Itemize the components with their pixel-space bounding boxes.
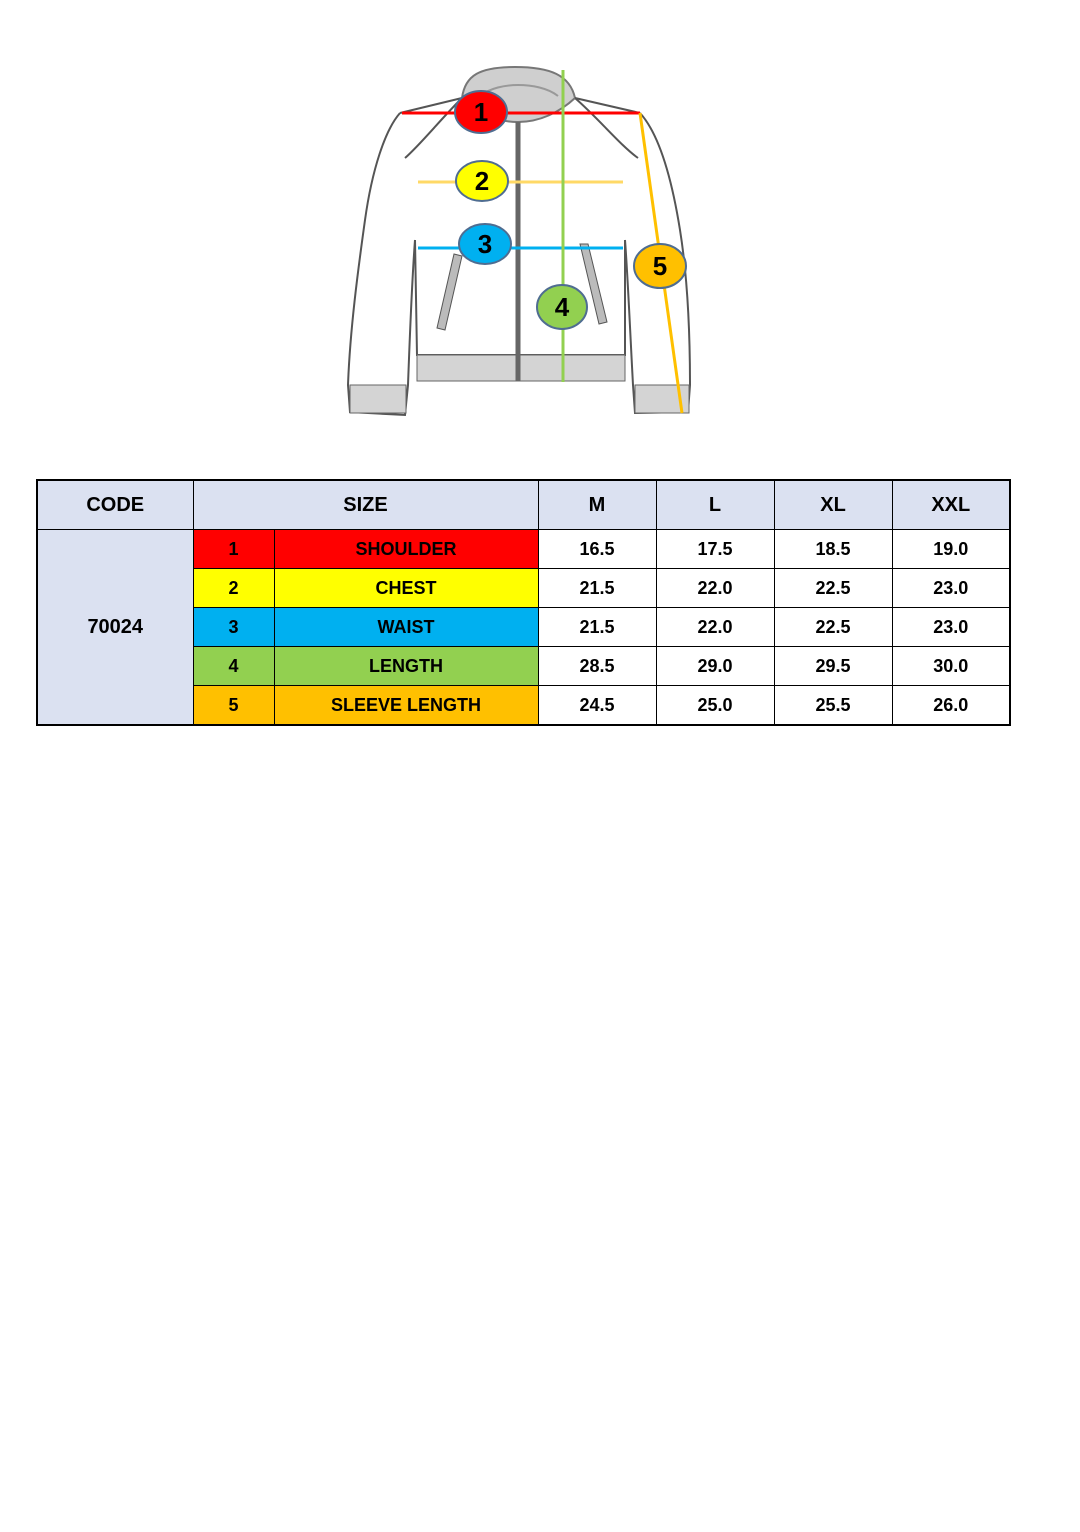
measurement-label: SLEEVE LENGTH xyxy=(274,686,538,726)
measurement-label: SHOULDER xyxy=(274,530,538,569)
header-size-m: M xyxy=(538,480,656,530)
product-code: 70024 xyxy=(37,530,193,726)
value-cell: 24.5 xyxy=(538,686,656,726)
measurement-label: WAIST xyxy=(274,608,538,647)
value-cell: 25.5 xyxy=(774,686,892,726)
header-size-l: L xyxy=(656,480,774,530)
measurement-label: CHEST xyxy=(274,569,538,608)
svg-text:2: 2 xyxy=(474,166,490,196)
value-cell: 23.0 xyxy=(892,569,1010,608)
value-cell: 29.0 xyxy=(656,647,774,686)
row-number: 1 xyxy=(193,530,274,569)
value-cell: 22.5 xyxy=(774,569,892,608)
marker-4 xyxy=(537,285,587,329)
measurement-label: LENGTH xyxy=(274,647,538,686)
header-code: CODE xyxy=(37,480,193,530)
value-cell: 21.5 xyxy=(538,569,656,608)
value-cell: 30.0 xyxy=(892,647,1010,686)
size-chart-table xyxy=(36,479,1011,726)
svg-text:4: 4 xyxy=(554,292,570,322)
value-cell: 25.0 xyxy=(656,686,774,726)
header-size: SIZE xyxy=(193,480,538,530)
table-header-row xyxy=(37,480,1010,530)
marker-3 xyxy=(459,224,511,264)
marker-5 xyxy=(634,244,686,288)
value-cell: 22.0 xyxy=(656,608,774,647)
value-cell: 16.5 xyxy=(538,530,656,569)
value-cell: 18.5 xyxy=(774,530,892,569)
value-cell: 22.5 xyxy=(774,608,892,647)
svg-text:5: 5 xyxy=(652,251,668,281)
header-size-xxl: XXL xyxy=(892,480,1010,530)
svg-text:1: 1 xyxy=(473,97,489,127)
header-size-xl: XL xyxy=(774,480,892,530)
value-cell: 29.5 xyxy=(774,647,892,686)
hem-ribbing xyxy=(417,355,625,381)
value-cell: 19.0 xyxy=(892,530,1010,569)
marker-2 xyxy=(456,161,508,201)
value-cell: 22.0 xyxy=(656,569,774,608)
left-pocket xyxy=(437,254,462,330)
value-cell: 26.0 xyxy=(892,686,1010,726)
jacket-measurement-diagram xyxy=(330,55,730,425)
row-number: 3 xyxy=(193,608,274,647)
svg-text:3: 3 xyxy=(477,229,493,259)
marker-1 xyxy=(455,91,507,133)
row-number: 2 xyxy=(193,569,274,608)
row-number: 4 xyxy=(193,647,274,686)
value-cell: 28.5 xyxy=(538,647,656,686)
value-cell: 17.5 xyxy=(656,530,774,569)
row-number: 5 xyxy=(193,686,274,726)
value-cell: 21.5 xyxy=(538,608,656,647)
table-row xyxy=(37,530,1010,569)
value-cell: 23.0 xyxy=(892,608,1010,647)
left-cuff xyxy=(350,385,406,413)
